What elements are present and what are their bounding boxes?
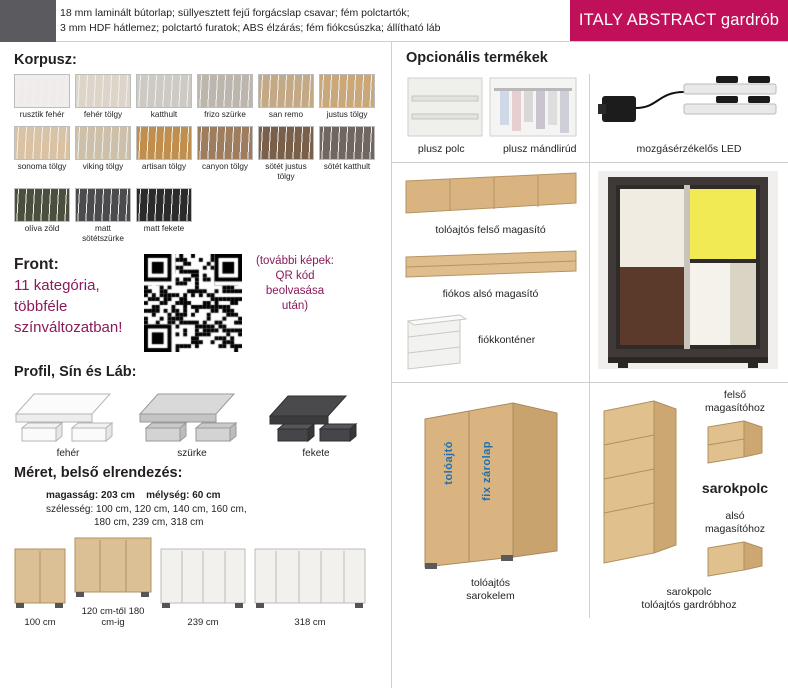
main-content [0, 42, 788, 688]
options-row-1 [392, 74, 788, 163]
caption-led: mozgásérzékelős LED [636, 143, 742, 155]
wardrobe-variant-image [14, 547, 66, 614]
profile-item-grey [138, 388, 246, 459]
corpus-swatch-image [197, 74, 253, 108]
corpus-swatch[interactable] [14, 74, 70, 120]
label-toloajto: tolóajtó [442, 441, 455, 485]
corpus-swatch[interactable] [258, 74, 314, 120]
caption-fiokkontener: fiókkonténer [478, 334, 536, 346]
profile-art-grey [138, 388, 246, 446]
size-depth: mélység: 60 cm [146, 490, 221, 501]
wardrobe-row [0, 530, 391, 628]
corpus-swatch-image [319, 126, 375, 160]
caption-fiokos-also: fiókos alsó magasító [442, 288, 539, 300]
corpus-swatch-label: fehér tölgy [83, 110, 123, 119]
size-widths-2: 180 cm, 239 cm, 318 cm [94, 517, 204, 528]
shelf-rail-art [402, 74, 579, 140]
qr-note: (további képek: QR kód beolvasása után) [256, 255, 334, 312]
wardrobe-variant [160, 547, 246, 628]
options-row-3 [392, 383, 788, 618]
front-text [14, 254, 134, 338]
corpus-swatch-label: artisan tölgy [141, 162, 187, 171]
wardrobe-variant [254, 547, 366, 628]
shelf-top-art [702, 417, 768, 465]
wardrobe-variant-label: 120 cm-től 180 cm-ig [81, 605, 145, 628]
label-sarokpolc: sarokpolc [701, 480, 769, 496]
caption-corner-shelf: sarokpolc tolóajtós gardróbhoz [641, 586, 737, 611]
option-led [590, 74, 788, 162]
corpus-swatch[interactable] [75, 126, 131, 182]
corpus-swatch-label: sötét katthult [323, 162, 371, 171]
options-header [392, 42, 788, 74]
corpus-swatch-image [197, 126, 253, 160]
corpus-swatch-label: justus tölgy [326, 110, 368, 119]
corpus-section [0, 42, 391, 244]
spec-line-2: 3 mm HDF hátlemez; polctartó furatok; ABS élzárás; fém fiókcsúszka; állítható láb [60, 21, 441, 34]
fiokos-also-art [402, 245, 579, 285]
corpus-swatch-label: sonoma tölgy [17, 162, 67, 171]
corpus-swatch-label: frizo szürke [204, 110, 246, 119]
corpus-swatch-grid [14, 74, 381, 244]
corpus-swatch-label: matt sötétszürke [82, 224, 124, 243]
header-spec-text [0, 0, 570, 41]
front-section [0, 244, 391, 352]
product-title: ITALY ABSTRACT gardrób [570, 0, 788, 41]
corpus-swatch[interactable] [136, 188, 192, 244]
corpus-swatch-image [136, 188, 192, 222]
caption-felso-magasitohoz: felső magasítóhoz [704, 389, 766, 414]
caption-also-magasitohoz: alsó magasítóhoz [704, 510, 766, 535]
wardrobe-variant-label: 100 cm [24, 616, 56, 628]
profile-art-black [262, 388, 370, 446]
caption-corner-element: tolóajtós sarokelem [466, 577, 515, 602]
front-title: Front: [14, 256, 59, 273]
front-line-2: többféle [14, 298, 68, 315]
corner-sliding-element [392, 383, 590, 618]
corpus-swatch-image [75, 126, 131, 160]
spec-line-1: 18 mm laminált bútorlap; süllyesztett fejű forgácslap csavar; fém polctartók; [60, 6, 410, 19]
corpus-swatch[interactable] [75, 188, 131, 244]
wardrobe-variant-label: 318 cm [294, 616, 326, 628]
corpus-swatch-label: sötét justus tölgy [265, 162, 307, 181]
front-line-3: színváltozatban! [14, 319, 123, 336]
page-header [0, 0, 788, 42]
corpus-swatch-label: matt fekete [143, 224, 185, 233]
corpus-swatch[interactable] [258, 126, 314, 182]
wardrobe-variant-image [254, 547, 366, 614]
caption-plusz-mandlirud: plusz mándlirúd [502, 143, 577, 155]
wardrobe-variant-image [160, 547, 246, 614]
front-line-1: 11 kategória, [14, 277, 100, 294]
option-shelf-rail [392, 74, 590, 162]
corpus-swatch-label: viking tölgy [82, 162, 124, 171]
led-art [598, 74, 780, 140]
corpus-swatch-image [14, 74, 70, 108]
wardrobe-variant-image [74, 536, 152, 603]
corpus-swatch[interactable] [14, 188, 70, 244]
corpus-swatch-label: san remo [268, 110, 304, 119]
corpus-swatch[interactable] [136, 74, 192, 120]
caption-tolo-felso: tolóajtós felső magasító [435, 224, 546, 236]
sizes-title: Méret, belső elrendezés: [14, 465, 183, 481]
corpus-swatch[interactable] [14, 126, 70, 182]
caption-plusz-polc: plusz polc [417, 143, 465, 155]
profile-art-white [14, 388, 122, 446]
corpus-swatch[interactable] [197, 74, 253, 120]
header-swatch-block [0, 0, 56, 42]
wardrobe-variant [74, 536, 152, 628]
corpus-swatch[interactable] [197, 126, 253, 182]
corpus-swatch-image [136, 74, 192, 108]
profile-title: Profil, Sín és Láb: [14, 364, 137, 380]
shelf-bottom-art [702, 538, 768, 578]
corpus-swatch-label: olíva zöld [24, 224, 60, 233]
option-magasitok [392, 163, 590, 382]
corpus-swatch-image [75, 74, 131, 108]
corpus-title: Korpusz: [14, 52, 77, 68]
profile-label-white: fehér [56, 448, 80, 459]
size-widths-1: szélesség: 100 cm, 120 cm, 140 cm, 160 cm, [46, 503, 247, 515]
wardrobe-variant-label: 239 cm [187, 616, 219, 628]
fiokkontener-art [402, 311, 472, 373]
profile-row [0, 386, 391, 459]
left-column [0, 42, 392, 688]
profile-item-white [14, 388, 122, 459]
corpus-swatch-image [14, 188, 70, 222]
corpus-swatch-label: katthult [150, 110, 178, 119]
corpus-swatch-image [75, 188, 131, 222]
corpus-swatch-image [258, 74, 314, 108]
corpus-swatch-label: canyon tölgy [202, 162, 248, 171]
corpus-swatch-image [136, 126, 192, 160]
corpus-swatch-image [319, 74, 375, 108]
tolo-felso-art [402, 169, 579, 221]
corpus-swatch-image [14, 126, 70, 160]
options-title: Opcionális termékek [406, 50, 548, 66]
profile-label-black: fekete [302, 448, 330, 459]
options-row-2 [392, 163, 788, 383]
corpus-swatch[interactable] [75, 74, 131, 120]
sizes-section [0, 459, 391, 481]
corner-shelf-element [590, 383, 788, 618]
corpus-swatch[interactable] [319, 126, 375, 182]
abstract-wardrobe-image [590, 163, 788, 382]
sizes-text [0, 487, 391, 530]
profile-label-grey: szürke [177, 448, 207, 459]
profile-section [0, 352, 391, 380]
right-column [392, 42, 788, 688]
corpus-swatch-label: rusztik fehér [19, 110, 65, 119]
qr-code[interactable] [144, 254, 242, 352]
corpus-swatch[interactable] [319, 74, 375, 120]
corpus-swatch-image [258, 126, 314, 160]
corpus-swatch[interactable] [136, 126, 192, 182]
wardrobe-variant [14, 547, 66, 628]
label-fix-zarolap: fix zárolap [480, 441, 493, 501]
profile-item-black [262, 388, 370, 459]
size-height: magasság: 203 cm [46, 490, 135, 501]
